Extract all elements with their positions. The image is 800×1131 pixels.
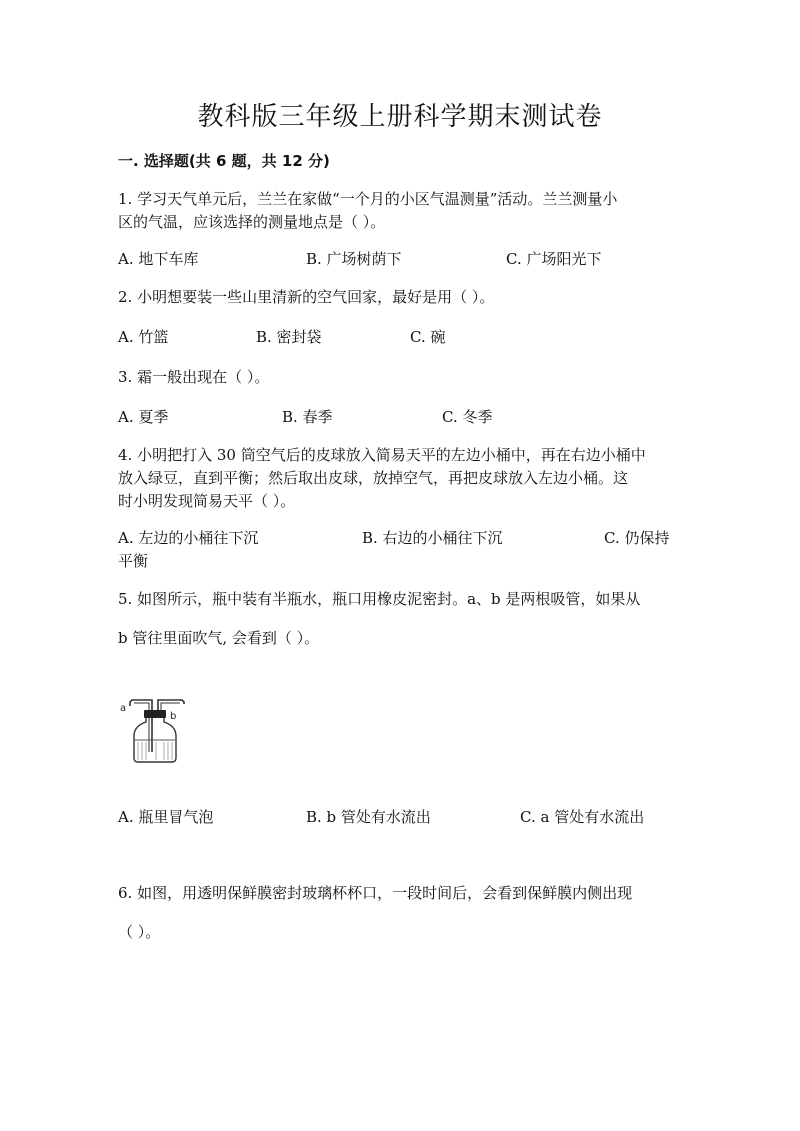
section-heading: 一. 选择题(共 6 题，共 12 分): [118, 152, 330, 170]
question-4: [118, 444, 680, 513]
option-2-b[interactable]: B. 密封袋: [256, 328, 322, 346]
question-4-line-2: 放入绿豆，直到平衡；然后取出皮球，放掉空气，再把皮球放入左边小桶。这: [118, 469, 629, 487]
question-2-line-1: 2. 小明想要装一些山里清新的空气回家，最好是用（ ）。: [118, 288, 495, 306]
question-6: [118, 882, 680, 944]
question-3: [118, 366, 680, 389]
option-5-a[interactable]: A. 瓶里冒气泡: [118, 808, 214, 826]
option-3-c[interactable]: C. 冬季: [442, 408, 493, 426]
option-1-a[interactable]: A. 地下车库: [118, 250, 199, 268]
bottle-straw-figure: [118, 690, 190, 766]
question-6-line-1: 6. 如图，用透明保鲜膜密封玻璃杯杯口，一段时间后，会看到保鲜膜内侧出现: [118, 884, 633, 902]
option-4-c[interactable]: C. 仍保持: [604, 529, 670, 547]
bottle-stopper: [144, 710, 166, 718]
option-1-c[interactable]: C. 广场阳光下: [506, 250, 602, 268]
option-4-a[interactable]: A. 左边的小桶往下沉: [118, 529, 259, 547]
question-5-line-2: b 管往里面吹气, 会看到（ ）。: [118, 629, 320, 647]
option-2-a[interactable]: A. 竹篮: [118, 328, 169, 346]
straw-a-label: a: [120, 703, 127, 714]
question-1-line-1: 1. 学习天气单元后，兰兰在家做“一个月的小区气温测量”活动。兰兰测量小: [118, 190, 618, 208]
option-4-c-wrap: 平衡: [118, 552, 149, 570]
option-5-b[interactable]: B. b 管处有水流出: [306, 808, 431, 826]
question-4-line-1: 4. 小明把打入 30 筒空气后的皮球放入简易天平的左边小桶中，再在右边小桶中: [118, 446, 646, 464]
option-4-b[interactable]: B. 右边的小桶往下沉: [362, 529, 503, 547]
page-title: 教科版三年级上册科学期末测试卷: [197, 102, 603, 132]
straw-b-label: b: [170, 711, 177, 722]
question-3-line-1: 3. 霜一般出现在（ ）。: [118, 368, 270, 386]
question-1: [118, 188, 680, 234]
option-2-c[interactable]: C. 碗: [410, 328, 446, 346]
option-1-b[interactable]: B. 广场树荫下: [306, 250, 402, 268]
question-2: [118, 286, 680, 309]
question-5: [118, 588, 680, 650]
option-5-c[interactable]: C. a 管处有水流出: [520, 808, 645, 826]
option-3-b[interactable]: B. 春季: [282, 408, 333, 426]
question-5-line-1: 5. 如图所示，瓶中装有半瓶水，瓶口用橡皮泥密封。a、b 是两根吸管，如果从: [118, 590, 641, 608]
question-1-line-2: 区的气温，应该选择的测量地点是（ ）。: [118, 213, 386, 231]
option-3-a[interactable]: A. 夏季: [118, 408, 169, 426]
question-4-line-3: 时小明发现简易天平（ ）。: [118, 492, 296, 510]
question-6-line-2: （ ）。: [118, 923, 161, 941]
